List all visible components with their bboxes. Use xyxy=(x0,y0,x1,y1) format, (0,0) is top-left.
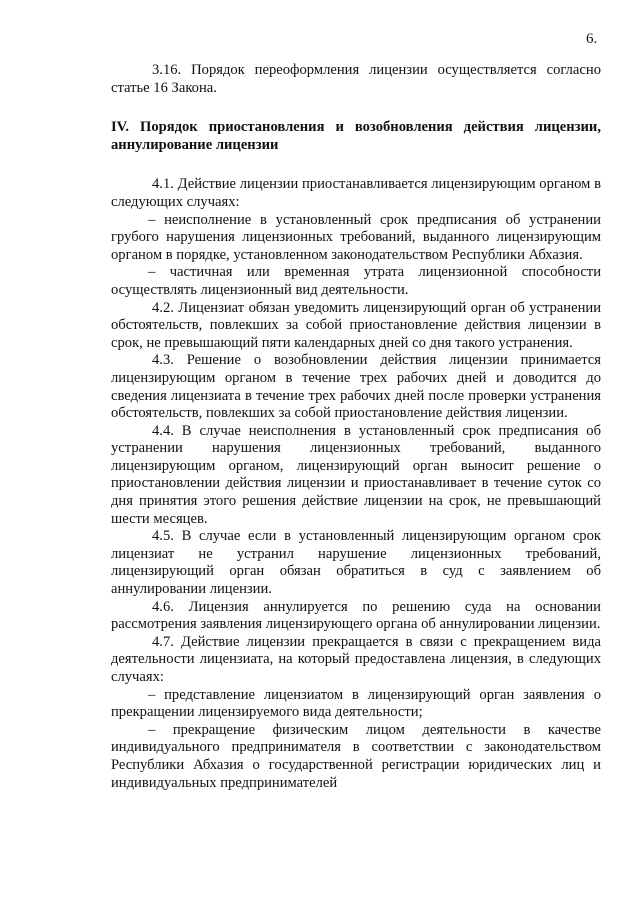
paragraph-3-16: 3.16. Порядок переоформления лицензии осуществляется согласно статье 16 Закона. xyxy=(111,62,601,96)
list-item-partial-loss: – частичная или временная утрата лицензионной способности осуществлять лицензионный вид деятельности. xyxy=(111,264,601,298)
paragraph-4-5: 4.5. В случае если в установленный лицензирующим органом срок лицензиат не устранил нарушение лицензионных требований, лицензирующий орган обязан обратиться в суд с заявлением об аннулировании лицензии. xyxy=(111,528,601,598)
list-item-application: – представление лицензиатом в лицензирующий орган заявления о прекращении лицензируемого вида деятельности; xyxy=(111,686,601,721)
paragraph-4-2: 4.2. Лицензиат обязан уведомить лицензирующий орган об устранении обстоятельств, повлекших за собой приостановление действия лицензии в срок, не превышающий пяти календарных дней со дня такого устранения. xyxy=(111,299,601,351)
paragraph-4-6: 4.6. Лицензия аннулируется по решению суда на основании рассмотрения заявления лицензирующего органа об аннулировании лицензии. xyxy=(111,598,601,633)
list-item-termination: – прекращение физическим лицом деятельности в качестве индивидуального предпринимателя в соответствии с законодательством Республики Абхазия о государственной регистрации юридических лиц и индивидуальных предпринимателей xyxy=(111,721,601,791)
paragraph-4-1: 4.1. Действие лицензии приостанавливается лицензирующим органом в следующих случаях: xyxy=(111,176,601,210)
section-heading: IV. Порядок приостановления и возобновления действия лицензии, аннулирование лицензии xyxy=(111,119,601,153)
paragraph-4-4: 4.4. В случае неисполнения в установленный срок предписания об устранении нарушения лицензионных требований, выданного лицензирующим органом, лицензирующий орган выносит решение о приостановлении действия лицензии и приостанавливает в течение суток со дня принятия этого решения действие лицензии на срок, не превышающий шести месяцев. xyxy=(111,422,601,527)
paragraph-4-3: 4.3. Решение о возобновлении действия лицензии принимается лицензирующим органом в течение трех рабочих дней и доводится до сведения лицензиата в течение трех рабочих дней после проверки устранения обстоятельств, повлекших за собой приостановление действия лицензии. xyxy=(111,352,601,422)
page-number: 6. xyxy=(586,31,598,47)
document-body xyxy=(111,62,601,792)
paragraph-4-7: 4.7. Действие лицензии прекращается в связи с прекращением вида деятельности лицензиата, на который предоставлена лицензия, в следующих случаях: xyxy=(111,633,601,685)
list-item-gross-violation: – неисполнение в установленный срок предписания об устранении грубого нарушения лицензионных требований, выданного лицензирующим органом в порядке, установленном законодательством Республики Абхазия. xyxy=(111,211,601,263)
